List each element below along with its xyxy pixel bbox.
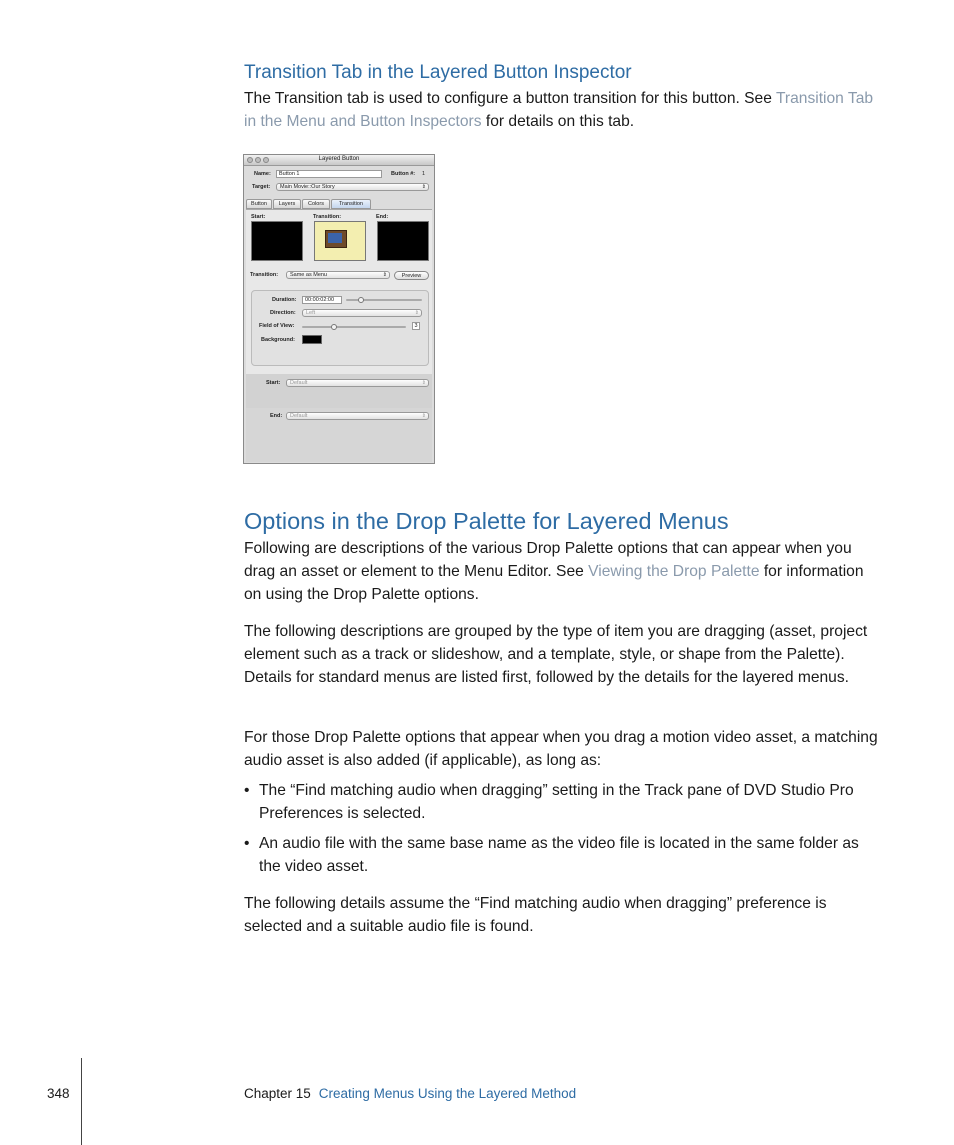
page-number: 348: [47, 1086, 70, 1101]
tab-transition[interactable]: Transition: [331, 199, 371, 209]
name-field[interactable]: Button 1: [276, 170, 382, 178]
list-item-text: An audio file with the same base name as the video file is located in the same folder as the video asset.: [259, 835, 859, 875]
background-color-swatch[interactable]: [302, 335, 322, 344]
drop-palette-intro-paragraph: [244, 537, 884, 606]
direction-value: Left: [306, 310, 316, 316]
footer-divider: [81, 1058, 82, 1145]
popup-arrows-icon: ⇕: [382, 272, 387, 278]
paragraph-text: for information on using the Drop Palette options.: [244, 563, 864, 603]
list-item: [244, 832, 884, 878]
grouping-paragraph: The following descriptions are grouped by the type of item you are dragging (asset, project element such as a track or slideshow, and a template, style, or shape from the Palette). Details for standard menus are listed first, followed by the details for the layered menus.: [244, 623, 868, 686]
field-of-view-slider-track[interactable]: [302, 326, 406, 328]
transition-options-group: [251, 290, 429, 366]
link-viewing-drop-palette[interactable]: Viewing the Drop Palette: [588, 563, 760, 580]
popup-arrows-icon: ⇕: [421, 184, 426, 190]
start-preview-image: [251, 221, 303, 261]
end-label: End:: [376, 214, 389, 220]
end-popup-value: Default: [290, 413, 308, 419]
end-popup-band: [246, 408, 432, 462]
window-titlebar: [244, 155, 434, 166]
tab-button[interactable]: Button: [246, 199, 272, 209]
field-of-view-label: Field of View:: [259, 323, 295, 329]
popup-arrows-icon: ⇕: [414, 310, 419, 316]
duration-slider-knob[interactable]: [358, 297, 364, 303]
tab-colors[interactable]: Colors: [302, 199, 330, 209]
end-popup[interactable]: [286, 412, 429, 420]
tab-layers[interactable]: Layers: [273, 199, 301, 209]
window-title: Layered Button: [318, 156, 360, 162]
assumption-paragraph: The following details assume the “Find matching audio when dragging” preference is selected and a suitable audio file is found.: [244, 895, 827, 935]
menu-thumbnail-picture: [328, 233, 342, 243]
paragraph-text: The Transition tab is used to configure a button transition for this button. See: [244, 90, 776, 107]
chapter-title: Creating Menus Using the Layered Method: [318, 1086, 577, 1101]
popup-arrows-icon: ⇕: [421, 413, 426, 419]
target-value: Main Movie::Our Story: [280, 184, 335, 190]
transition-tab-paragraph: [244, 87, 884, 133]
link-transition-tab-inspectors[interactable]: Transition Tab in the Menu and Button Inspectors: [244, 90, 874, 130]
name-label: Name:: [254, 171, 271, 177]
background-label: Background:: [261, 337, 295, 343]
paragraph-text: Following are descriptions of the various Drop Palette options that can appear when you drag an asset or element to the Menu Editor. See: [244, 540, 852, 580]
popup-arrows-icon: ⇕: [421, 380, 426, 386]
chapter-label: Chapter 15: [244, 1086, 311, 1101]
transition-header-label: Transition:: [313, 214, 342, 220]
bullet-icon: •: [244, 835, 250, 852]
list-item-text: The “Find matching audio when dragging” setting in the Track pane of DVD Studio Pro Preferences is selected.: [259, 782, 854, 822]
transition-label: Transition:: [250, 272, 279, 278]
end-preview-image: [377, 221, 429, 261]
target-label: Target:: [252, 184, 271, 190]
field-of-view-value[interactable]: 3: [412, 322, 420, 330]
field-of-view-slider-knob[interactable]: [331, 324, 337, 330]
start-popup-band: [246, 374, 432, 408]
paragraph-text: for details on this tab.: [481, 113, 635, 130]
button-number-value: 1: [422, 171, 426, 177]
end-popup-label: End:: [270, 413, 283, 419]
duration-field[interactable]: 00:00:02:00: [302, 296, 342, 304]
preview-button[interactable]: Preview: [394, 271, 429, 280]
transition-panel: [246, 209, 432, 462]
transition-preview-image: [314, 221, 366, 261]
transition-value: Same as Menu: [290, 272, 327, 278]
list-item: [244, 779, 884, 825]
button-number-label: Button #:: [391, 171, 416, 177]
direction-popup[interactable]: [302, 309, 422, 317]
section-heading-transition-tab: Transition Tab in the Layered Button Inspector: [244, 62, 632, 83]
footer-chapter: [244, 1086, 576, 1101]
transition-popup[interactable]: [286, 271, 390, 279]
target-popup[interactable]: [276, 183, 429, 191]
start-popup-value: Default: [290, 380, 308, 386]
direction-label: Direction:: [270, 310, 296, 316]
section-heading-drop-palette: Options in the Drop Palette for Layered Menus: [244, 508, 729, 534]
start-label: Start:: [251, 214, 266, 220]
start-popup[interactable]: [286, 379, 429, 387]
matching-audio-paragraph: For those Drop Palette options that appear when you drag a motion video asset, a matching audio asset is also added (if applicable), as long as:: [244, 729, 878, 769]
layered-button-inspector-screenshot: [243, 154, 435, 464]
bullet-icon: •: [244, 782, 250, 799]
duration-label: Duration:: [272, 297, 297, 303]
start-popup-label: Start:: [266, 380, 281, 386]
